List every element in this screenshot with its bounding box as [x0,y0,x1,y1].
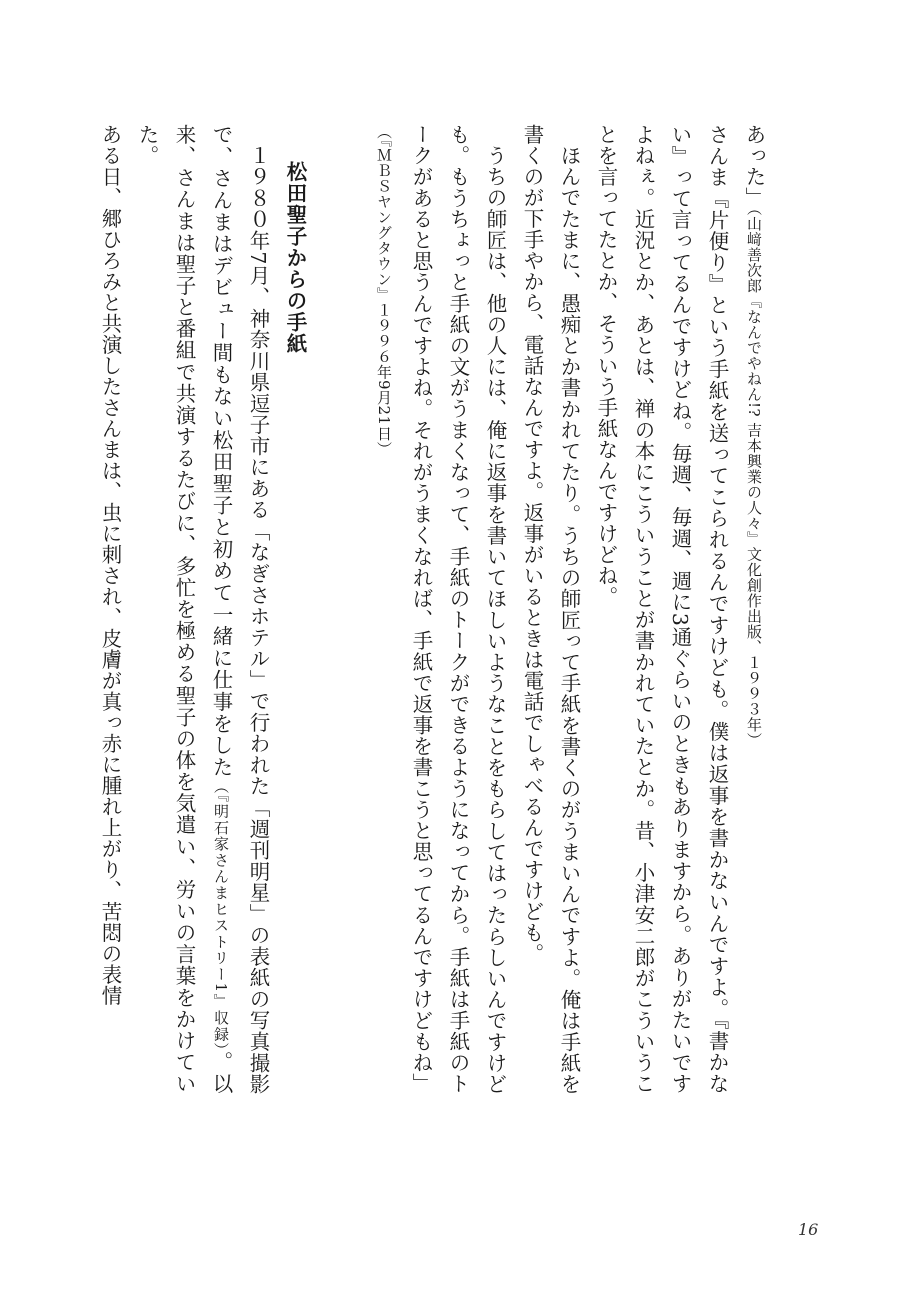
citation-1: （山﨑善次郎『なんでやねん!? 吉本興業の人々』文化創作出版、１９９３年） [745,208,763,748]
body-text [91,124,772,1094]
paragraph-4 [128,124,276,1094]
paragraph-4-tail: 。以来、さんまは聖子と番組で共演するたびに、多忙を極める聖子の体を気遣い、労いの言葉をかけていた。 [135,124,233,1095]
paragraph-2: ほんでたまに、愚痴とか書かれてたり。うちの師匠って手紙を書くのがうまいんですよ。俺は手紙を書くのが下手やから、電話なんですよ。返事がいるときは電話でしゃべるんですけども。 [520,124,581,1095]
paragraph-3 [365,124,513,1094]
citation-3: （『明石家さんまヒストリー1』収録） [212,778,230,1052]
paragraph-5: ある日、郷ひろみと共演したさんまは、虫に刺され、皮膚が真っ赤に腫れ上がり、苦悶の表情 [98,124,122,1006]
paragraph-3-text: うちの師匠は、他の人には、俺に返事を書いてほしいようなことをもらしてはったらしいんですけども。もうちょっと手紙の文がうまくなって、手紙のトークができるようになってから。手紙は手紙のトークがあると思うんですよね。それがうまくなれば、手紙で返事を書こうと思ってるんですけどもね」 [409,124,507,1094]
citation-2: （『ＭＢＳヤングタウン』１９９６年9月21日） [375,124,393,457]
quote-end: あった」 [742,124,766,208]
quote-continuation [735,124,772,1094]
page-number: 16 [798,1220,819,1239]
paragraph-4-main: １９８０年7月、神奈川県逗子市にある「なぎさホテル」で行われた「週刊明星」の表紙の写真撮影で、さんまはデビュー間もない松田聖子と初めて一緒に仕事をした [209,124,270,1094]
paragraph-1: さんま『片便り』という手紙を送ってこられるんですけども。僕は返事を書かないんですよ。『書かない』って言ってるんですけどね。毎週、毎週、週に3通ぐらいのときもありますから。ありがたいですよねぇ。近況とか、あとは、禅の本にこういうことが書かれていたとか。昔、小津安二郎がこういうことを言ってたとか、そういう手紙なんですけどね。 [594,124,729,1094]
section-heading: 松田聖子からの手紙 [283,161,307,355]
